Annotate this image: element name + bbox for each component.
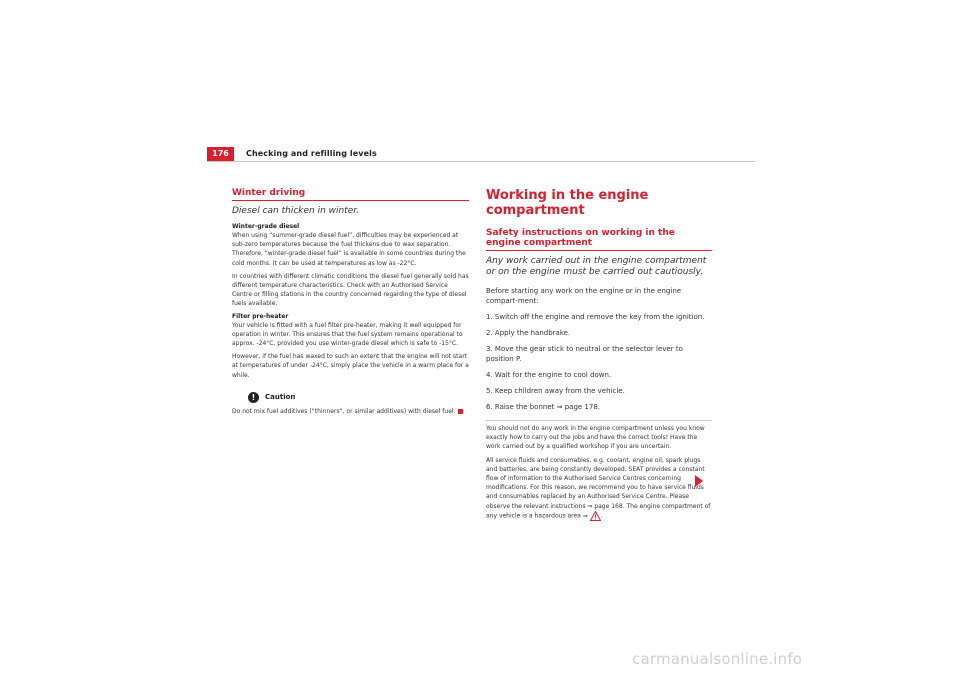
- caution-header: [232, 392, 469, 403]
- continue-arrow-icon: [695, 475, 703, 487]
- section-subtitle-safety: Any work carried out in the engine compartment or on the engine must be carried out cautiously.: [486, 256, 707, 277]
- section-title-safety: Safety instructions on working in the engine compartment: [486, 228, 712, 251]
- note-box: [486, 420, 712, 521]
- step-item: 1. Switch off the engine and remove the key from the ignition.: [486, 313, 705, 321]
- subheading-filter-pre-heater: Filter pre-heater: [232, 312, 289, 320]
- step-item: 5. Keep children away from the vehicle.: [486, 387, 625, 395]
- warning-triangle-icon: [590, 511, 601, 521]
- running-title: Checking and refilling levels: [246, 149, 377, 158]
- end-mark-icon: [458, 409, 463, 414]
- caution-label: Caution: [265, 393, 296, 402]
- left-column: [232, 188, 469, 420]
- header-rule: [207, 161, 755, 162]
- section-subtitle: Diesel can thicken in winter.: [232, 206, 360, 216]
- paragraph-2: In countries with different climatic conditions the diesel fuel generally sold has different temperature characteristics. Check with an Authorised Service Centre or filling stations in the country concerned regarding the type of diesel fuels available.: [232, 272, 469, 308]
- page-number: 176: [207, 147, 234, 161]
- subheading-winter-grade-diesel: Winter-grade diesel: [232, 223, 300, 230]
- section-title-winter-driving: Winter driving: [232, 188, 469, 201]
- paragraph-1: When using “summer-grade diesel fuel”, difficulties may be experienced at sub-zero temperatures because the fuel thickens due to wax separation. Therefore, “winter-grade diesel fuel” is available in some countries during the cold months. It can be used at temperatures as low as -22°C.: [232, 232, 466, 267]
- paragraph-4: However, if the fuel has waxed to such an extent that the engine will not start at temperatures of under -24°C, simply place the vehicle in a warm place for a while.: [232, 353, 469, 379]
- caution-text: [232, 407, 469, 416]
- step-item: 4. Wait for the engine to cool down.: [486, 371, 612, 379]
- note-paragraph-1: You should not do any work in the engine compartment unless you know exactly how to carry out the jobs and have the correct tools! Have the work carried out by a qualified workshop if you are uncertain.: [486, 425, 705, 451]
- caution-text-body: Do not mix fuel additives (“thinners”, or similar additives) with diesel fuel.: [232, 407, 456, 415]
- exclamation-circle-icon: !: [248, 392, 259, 403]
- note-paragraph-2: [486, 456, 712, 521]
- steps-list: [486, 312, 712, 412]
- note-paragraph-2-end: .: [600, 512, 603, 520]
- note-paragraph-2-text: All service fluids and consumables, e.g. coolant, engine oil, spark plugs and batteries, are being constantly developed. SEAT provides a constant flow of information to the Authorised Service Centres concerning modifications. For this reason, we recommend you to have service fluids and consumables replaced by an Authorised Service Centre. Please observe the relevant instructions ⇒ page 168. The engine compartment of any vehicle is a hazardous area ⇒: [486, 456, 711, 520]
- footer-brand: carmanualsonline.info: [632, 650, 803, 668]
- step-item: 6. Raise the bonnet ⇒ page 178.: [486, 403, 600, 411]
- chapter-title: Working in the engine compartment: [486, 188, 649, 218]
- step-item: 3. Move the gear stick to neutral or the selector lever to position P.: [486, 345, 683, 363]
- intro-text: Before starting any work on the engine or in the engine compart-ment:: [486, 287, 682, 305]
- right-column: [486, 188, 712, 525]
- paragraph-3: Your vehicle is fitted with a fuel filter pre-heater, making it well equipped for operation in winter. This ensures that the fuel system remains operational to approx. -24°C, provided you use winter-grade diesel which is safe to -15°C.: [232, 321, 463, 348]
- step-item: 2. Apply the handbrake.: [486, 329, 571, 337]
